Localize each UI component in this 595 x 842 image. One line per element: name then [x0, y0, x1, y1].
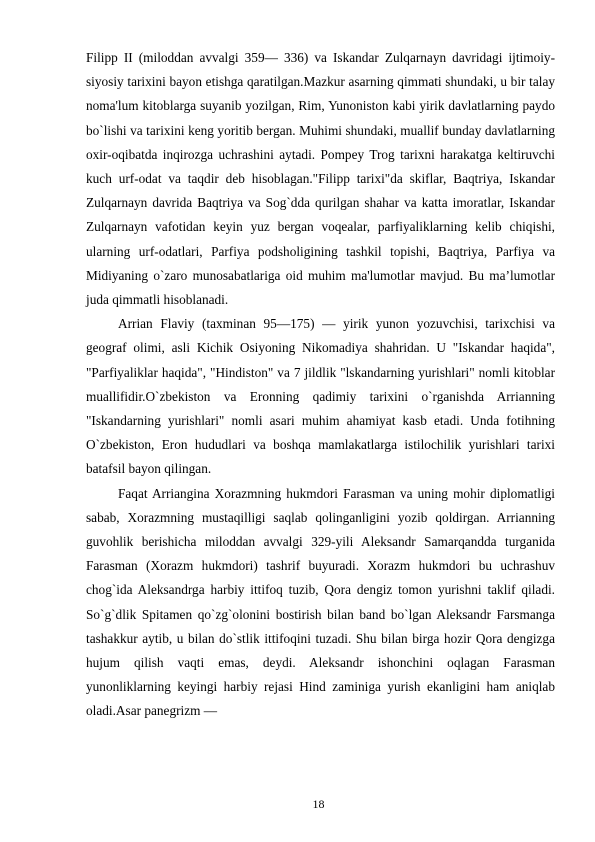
paragraph-filipp-history: Filipp II (miloddan avvalgi 359— 336) va Iskandar Zulqarnayn davridagi ijtimoiy-siyosiy tarixini bayon etishga qaratilgan.Mazkur asarning qimmati shundaki, u bir talay noma'lum kitoblarga suyanib yozilgan, Rim, Yunoniston kabi yirik davlatlarning paydo bo`lishi va tarixini keng yoritib bergan. Muhimi shundaki, muallif bunday davlatlarning oxir-oqibatda inqirozga uchrashini aytadi. Pompey Trog tarixni harakatga keltiruvchi kuch urf-odat va taqdir deb hisoblagan."Filipp tarixi"da skiflar, Baqtriya, Iskandar Zulqarnayn davrida Baqtriya va Sog`dda qurilgan shahar va katta imoratlar, Iskandar Zulqarnayn vafotidan keyin yuz bergan voqealar, parfiyaliklarning kelib chiqishi, ularning urf-odatlari, Parfiya podsholigining tashkil topishi, Baqtriya, Parfiya va Midiyaning o`zaro munosabatlariga oid muhim ma'lumotlar mavjud. Bu ma’lumotlar juda qimmatli hisoblanadi. [86, 50, 555, 308]
paragraph-arrian-flaviy: Arrian Flaviy (taxminan 95—175) — yirik yunon yozuvchisi, tarixchisi va geograf olimi, asli Kichik Osiyoning Nikomadiya shahridan. U "Iskandar haqida", "Parfiyaliklar haqida", "Hindiston" va 7 jildlik "lskandarning yurishlari" nomli kitoblar muallifidir.O`zbekiston va Eronning qadimiy tarixini o`rganishda Arrianning "Iskandarning yurishlari" nomli asari muhim ahamiyat kasb etadi. Unda fotihning O`zbekiston, Eron hududlari va boshqa mamlakatlarga istilochilik yurishlari tarixi batafsil bayon qilingan. [86, 316, 555, 477]
paragraph-farasman-khorezm: Faqat Arriangina Xorazmning hukmdori Farasman va uning mohir diplomatligi sabab, Xorazmning mustaqilligi saqlab qolinganligini yozib qoldirgan. Arrianning guvohlik berishicha miloddan avvalgi 329-yili Aleksandr Samarqandda turganida Farasman (Xorazm hukmdori) tashrif buyuradi. Xorazm hukmdori bu uchrashuv chog`ida Aleksandrga harbiy ittifoq tuzib, Qora dengiz tomon yurishni taklif qiladi. So`g`dlik Spitamen qo`zg`olonini bostirish bilan band bo`lgan Aleksandr Farsmanga tashakkur aytib, u bilan do`stlik ittifoqini tuzadi. Shu bilan birga hozir Qora dengizga hujum qilish vaqti emas, deydi. Aleksandr ishonchini oqlagan Farasman yunonliklarning keyingi harbiy rejasi Hind zaminiga yurish ekanligini ham aniqlab oladi.Asar panegrizm — [86, 485, 555, 719]
page-number: 18 [312, 797, 325, 811]
document-body [86, 46, 555, 724]
